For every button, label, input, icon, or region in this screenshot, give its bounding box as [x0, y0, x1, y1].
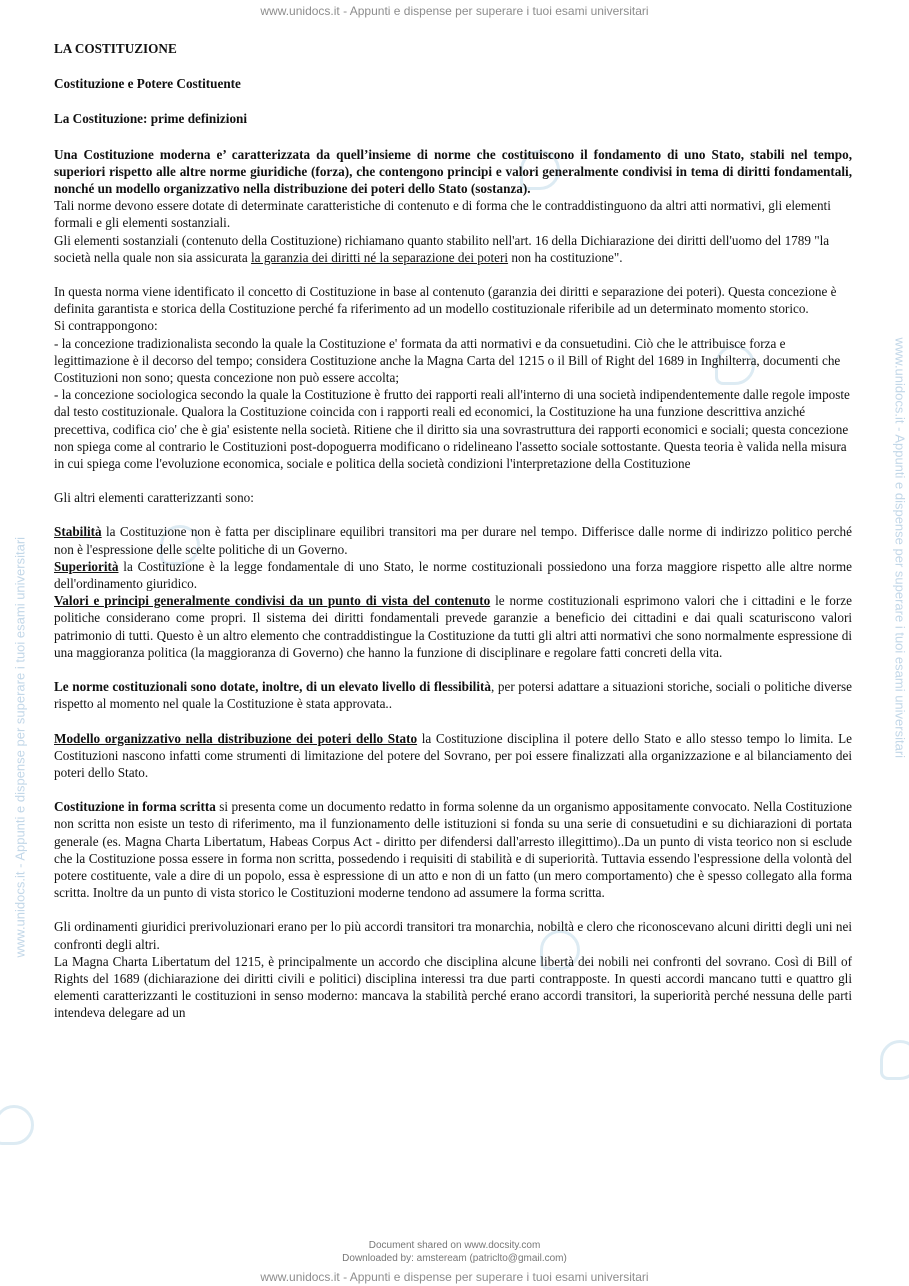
intro-paragraph: Una Costituzione moderna e’ caratterizzata da quell’insieme di norme che costituiscono il fondamento di uno Stato, stabili nel tempo, superiori rispetto alle altre norme giuridiche (forza), che contengono principi e valori generalmente condivisi in tema di diritti fondamentali, nonché un modello organizzativo nella distribuzione dei poteri dello Stato (sostanza). [54, 146, 852, 197]
chapter-heading: Costituzione e Potere Costituente [54, 76, 241, 92]
underlined-quote: la garanzia dei diritti né la separazione dei poteri [251, 249, 509, 265]
watermark-logo-icon [0, 1105, 34, 1145]
watermark-side-right: www.unidocs.it - Appunti e dispense per superare i tuoi esami universitari [892, 337, 908, 759]
item-modello: Modello organizzativo nella distribuzione dei poteri dello Stato la Costituzione disciplina il potere dello Stato e allo stesso tempo lo limita. Le Costituzioni nascono infatti come strumenti di limitazione del potere del Sovrano, per poi essere finalizzati alla organizzazione e al bilanciamento dei poteri dello Stato. [54, 730, 852, 780]
paragraph: La Magna Charta Libertatum del 1215, è principalmente un accordo che disciplina alcune libertà dei nobili nei confronti del sovrano. Così di Bill of Rights del 1689 (dichiarazione dei diritti civili e politici) disciplina interessi tra due parti contrapposte. In questi accordi mancano tutti e quattro gli elementi caratterizzanti le costituzioni in senso moderno: mancava la stabilità perché erano accordi transitori, la superiorità perché nessuna delle parti intendeva delegare ad un [54, 953, 852, 1021]
item-forma-scritta: Costituzione in forma scritta si presenta come un documento redatto in forma solenne da un organismo appositamente convocato. Nella Costituzione non scritta non esiste un testo di riferimento, ma il funzionamento delle istituzioni si fonda su una serie di consuetudini e su dichiarazioni di portata generale (es. Magna Charta Libertatum, Habeas Corpus Act - diritto per difendersi dall'arresto illegittimo)..Da un punto di vista teorico non si esclude che la Costituzione possa essere in forma non scritta, possedendo i requisiti di stabilità e di superiorità. Tuttavia essendo l'espressione della volontà del potere costituente, vale a dire di un popolo, essa è espressione di un atto e non di un fatto (un mero comportamento) che è spesso collegato alla forma scritta. Inoltre da un punto di vista storico le Costituzioni moderne tendono ad assumere la forma scritta. [54, 799, 852, 901]
document-body [54, 40, 852, 1022]
watermark-top: www.unidocs.it - Appunti e dispense per superare i tuoi esami universitari [260, 4, 649, 18]
paragraph: Si contrappongono: [54, 318, 158, 334]
paragraph: Tali norme devono essere dotate di determinate caratteristiche di contenuto e di forma che le contraddistinguono da altri atti normativi, gli elementi formali e gli elementi sostanziali. [54, 198, 831, 231]
item-superiorita: Superiorità la Costituzione è la legge fondamentale di uno Stato, le norme costituzionali possiedono una forza maggiore rispetto alle altre norme dell'ordinamento giuridico. [54, 558, 852, 592]
item-stabilita: Stabilità la Costituzione non è fatta per disciplinare equilibri transitori ma per durare nel tempo. Differisce dalle norme di indirizzo politico perché non è l'espressione delle scelte politiche di un Governo. [54, 524, 852, 557]
paragraph: - la concezione sociologica secondo la quale la Costituzione è frutto dei rapporti reali all'interno di una società indipendentemente dalle regole imposte dal testo costituzionale. Qualora la Costituzione coincida con i rapporti reali ed economici, la Costituzione ha una funzione descrittiva anziché precettiva, codifica cio' che è gia' esistente nella società. Ritiene che il diritto sia una sovrastruttura dei rapporti economici e sociali; questa concezione non spiega come al contrario le Costituzioni post-dopoguerra modificano o ridelineano l'assetto sociale sottostante. Questa teoria è valida nella misura in cui spiega come l'evoluzione economica, sociale e politica della società condizioni l'interpretazione della Costituzione [54, 387, 850, 472]
section-heading: La Costituzione: prime definizioni [54, 111, 248, 127]
item-valori: Valori e principi generalmente condivisi da un punto di vista del contenuto le norme costituzionali esprimono valori che i cittadini e le forze politiche considerano come propri. Il sistema dei diritti fondamentali prevede garanzie a beneficio dei cittadini e dai quali scaturiscono valori patrimonio di tutti. Questo è un altro elemento che contraddistingue la Costituzione da tutti gli altri atti normativi che sono normalmente espressione di una maggioranza politica (la maggioranza di Governo) che hanno la funzione di disciplinare e regolare fatti concreti della vita. [54, 593, 852, 660]
document-title: LA COSTITUZIONE [54, 41, 177, 56]
item-flessibilita: Le norme costituzionali sono dotate, inoltre, di un elevato livello di flessibilità, per potersi adattare a situazioni storiche, sociali o politiche diverse rispetto al momento nel quale la Costituzione è stata approvata.. [54, 679, 853, 712]
watermark-logo-icon [880, 1040, 909, 1080]
watermark-bottom: www.unidocs.it - Appunti e dispense per superare i tuoi esami universitari [260, 1270, 649, 1284]
paragraph: - la concezione tradizionalista secondo la quale la Costituzione e' formata da atti normativi e da consuetudini. Ciò che le attribuisce forza e legittimazione è il decorso del tempo; considera Costituzione anche la Magna Carta del 1215 o il Bill of Right del 1689 in Inghilterra, documenti che Costituzioni non sono; questa concezione non può essere accolta; [54, 335, 841, 386]
paragraph-art16: Gli elementi sostanziali (contenuto della Costituzione) richiamano quanto stabilito nell'art. 16 della Dichiarazione dei diritti dell'uomo del 1789 "la società nella quale non sia assicurata la garanzia dei diritti né la separazione dei poteri non ha costituzione". [54, 232, 830, 265]
paragraph: Gli altri elementi caratterizzanti sono: [54, 490, 254, 506]
paragraph: Gli ordinamenti giuridici prerivoluzionari erano per lo più accordi transitori tra monarchia, nobiltà e clero che riconoscevano alcuni diritti degli uni nei confronti degli altri. [54, 919, 852, 952]
paragraph: In questa norma viene identificato il concetto di Costituzione in base al contenuto (garanzia dei diritti e separazione dei poteri). Questa concezione è definita garantista e storica della Costituzione perché fa riferimento ad un modello costituzionale riferibile ad un determinato momento storico. [54, 284, 837, 317]
watermark-side-left: www.unidocs.it - Appunti e dispense per superare i tuoi esami universitari [12, 536, 28, 958]
footer-shared: Document shared on www.docsity.com [368, 1240, 541, 1251]
footer-downloaded: Downloaded by: amsteream (patriclto@gmail.com) [342, 1253, 567, 1264]
